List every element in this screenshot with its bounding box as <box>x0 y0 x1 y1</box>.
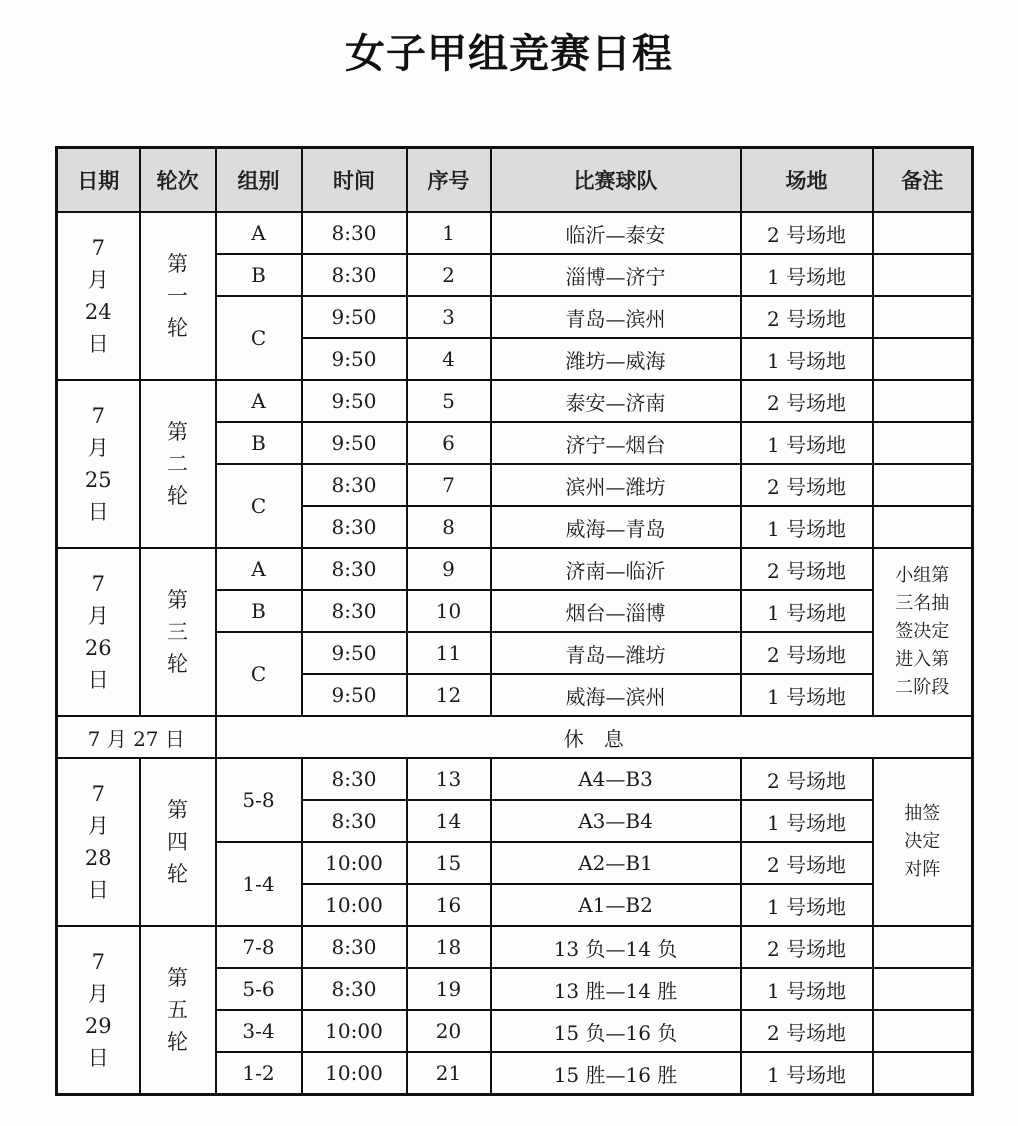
notes-cell-line: 进入第 <box>895 649 950 670</box>
teams-cell: A3—B4 <box>491 800 741 842</box>
date-cell-line: 28 <box>84 846 112 870</box>
teams-cell: 滨州—潍坊 <box>491 464 741 506</box>
group-cell: C <box>216 464 302 548</box>
match-number-cell: 1 <box>407 212 491 254</box>
time-cell: 9:50 <box>302 632 407 674</box>
match-number-cell: 13 <box>407 758 491 800</box>
round-cell-line: 轮 <box>167 484 188 508</box>
date-cell-line: 月 <box>87 436 109 460</box>
teams-cell: 济南—临沂 <box>491 548 741 590</box>
notes-cell <box>873 380 973 422</box>
date-cell-line: 日 <box>87 668 109 692</box>
time-cell: 8:30 <box>302 968 407 1010</box>
match-number-cell: 14 <box>407 800 491 842</box>
header-row <box>57 148 973 213</box>
date-cell-line: 日 <box>87 500 109 524</box>
group-cell: 7-8 <box>216 926 302 968</box>
group-cell: 5-8 <box>216 758 302 842</box>
time-cell: 9:50 <box>302 380 407 422</box>
schedule-body <box>57 212 973 1095</box>
venue-cell: 2 号场地 <box>741 380 873 422</box>
venue-cell: 1 号场地 <box>741 968 873 1010</box>
venue-cell: 1 号场地 <box>741 590 873 632</box>
group-cell: 5-6 <box>216 968 302 1010</box>
page-title: 女子甲组竞赛日程 <box>345 31 673 77</box>
header-time: 时间 <box>302 148 407 213</box>
notes-cell <box>873 926 973 968</box>
venue-cell: 2 号场地 <box>741 464 873 506</box>
match-number-cell: 8 <box>407 506 491 548</box>
teams-cell: 烟台—淄博 <box>491 590 741 632</box>
match-number-cell: 2 <box>407 254 491 296</box>
venue-cell: 1 号场地 <box>741 338 873 380</box>
header-number: 序号 <box>407 148 491 213</box>
round-cell <box>140 926 216 1095</box>
table-row <box>57 212 973 254</box>
match-number-cell: 5 <box>407 380 491 422</box>
notes-cell <box>873 212 973 254</box>
group-cell: 1-2 <box>216 1052 302 1095</box>
notes-cell-line: 决定 <box>904 831 941 852</box>
date-cell-line: 7 <box>91 950 105 974</box>
date-cell <box>57 926 140 1095</box>
date-cell <box>57 380 140 548</box>
round-cell-line: 第 <box>167 966 188 990</box>
teams-cell: 泰安—济南 <box>491 380 741 422</box>
teams-cell: 济宁—烟台 <box>491 422 741 464</box>
time-cell: 9:50 <box>302 422 407 464</box>
rest-date: 7 月 27 日 <box>57 716 216 758</box>
venue-cell: 2 号场地 <box>741 212 873 254</box>
group-cell: C <box>216 296 302 380</box>
group-cell: B <box>216 422 302 464</box>
date-cell-line: 日 <box>87 878 109 902</box>
match-number-cell: 7 <box>407 464 491 506</box>
time-cell: 8:30 <box>302 590 407 632</box>
round-cell-line: 五 <box>167 998 188 1022</box>
time-cell: 8:30 <box>302 800 407 842</box>
round-cell-line: 四 <box>167 830 188 854</box>
date-cell-line: 7 <box>91 782 105 806</box>
date-cell-line: 月 <box>87 814 109 838</box>
notes-cell-line: 三名抽 <box>895 593 950 614</box>
notes-cell <box>873 1052 973 1095</box>
teams-cell: A1—B2 <box>491 884 741 926</box>
teams-cell: A2—B1 <box>491 842 741 884</box>
round-cell <box>140 758 216 926</box>
date-cell-line: 7 <box>91 404 105 428</box>
group-cell: A <box>216 548 302 590</box>
time-cell: 8:30 <box>302 212 407 254</box>
date-cell <box>57 548 140 716</box>
time-cell: 9:50 <box>302 674 407 716</box>
time-cell: 8:30 <box>302 758 407 800</box>
round-cell-line: 轮 <box>167 862 188 886</box>
date-cell-line: 24 <box>84 300 112 324</box>
teams-cell: 淄博—济宁 <box>491 254 741 296</box>
match-number-cell: 18 <box>407 926 491 968</box>
teams-cell: 15 负—16 负 <box>491 1010 741 1052</box>
venue-cell: 2 号场地 <box>741 632 873 674</box>
venue-cell: 2 号场地 <box>741 296 873 338</box>
match-number-cell: 12 <box>407 674 491 716</box>
notes-cell-line: 签决定 <box>895 621 950 642</box>
group-cell: C <box>216 632 302 716</box>
teams-cell: 15 胜—16 胜 <box>491 1052 741 1095</box>
table-row <box>57 758 973 800</box>
venue-cell: 2 号场地 <box>741 842 873 884</box>
teams-cell: 青岛—潍坊 <box>491 632 741 674</box>
date-cell-line: 26 <box>84 636 112 660</box>
match-number-cell: 9 <box>407 548 491 590</box>
round-cell-line: 二 <box>167 452 188 476</box>
venue-cell: 1 号场地 <box>741 674 873 716</box>
header-group: 组别 <box>216 148 302 213</box>
date-cell-line: 25 <box>84 468 112 492</box>
venue-cell: 2 号场地 <box>741 926 873 968</box>
venue-cell: 1 号场地 <box>741 884 873 926</box>
round-cell-line: 第 <box>167 252 188 276</box>
match-number-cell: 10 <box>407 590 491 632</box>
round-cell <box>140 548 216 716</box>
date-cell-line: 7 <box>91 572 105 596</box>
round-cell-line: 第 <box>167 420 188 444</box>
notes-cell <box>873 464 973 506</box>
teams-cell: A4—B3 <box>491 758 741 800</box>
time-cell: 8:30 <box>302 464 407 506</box>
round-cell-line: 一 <box>167 284 188 308</box>
match-number-cell: 3 <box>407 296 491 338</box>
date-cell-line: 29 <box>84 1014 112 1038</box>
group-cell: B <box>216 590 302 632</box>
teams-cell: 威海—青岛 <box>491 506 741 548</box>
time-cell: 9:50 <box>302 296 407 338</box>
time-cell: 8:30 <box>302 506 407 548</box>
table-row <box>57 548 973 590</box>
teams-cell: 潍坊—威海 <box>491 338 741 380</box>
round-cell-line: 轮 <box>167 316 188 340</box>
match-number-cell: 20 <box>407 1010 491 1052</box>
group-cell: B <box>216 254 302 296</box>
time-cell: 10:00 <box>302 884 407 926</box>
notes-cell <box>873 1010 973 1052</box>
match-number-cell: 19 <box>407 968 491 1010</box>
table-row <box>57 926 973 968</box>
header-notes: 备注 <box>873 148 973 213</box>
venue-cell: 1 号场地 <box>741 254 873 296</box>
round-cell-line: 第 <box>167 588 188 612</box>
time-cell: 10:00 <box>302 1010 407 1052</box>
match-number-cell: 11 <box>407 632 491 674</box>
schedule-table <box>55 146 974 1096</box>
match-number-cell: 16 <box>407 884 491 926</box>
round-cell-line: 三 <box>167 620 188 644</box>
date-cell <box>57 758 140 926</box>
notes-cell <box>873 548 973 716</box>
notes-cell <box>873 338 973 380</box>
notes-cell <box>873 758 973 926</box>
venue-cell: 1 号场地 <box>741 422 873 464</box>
date-cell-line: 月 <box>87 604 109 628</box>
notes-cell-line: 小组第 <box>895 565 950 586</box>
header-venue: 场地 <box>741 148 873 213</box>
date-cell <box>57 212 140 380</box>
match-number-cell: 6 <box>407 422 491 464</box>
group-cell: 3-4 <box>216 1010 302 1052</box>
round-cell-line: 轮 <box>167 1030 188 1054</box>
time-cell: 8:30 <box>302 254 407 296</box>
venue-cell: 2 号场地 <box>741 1010 873 1052</box>
time-cell: 9:50 <box>302 338 407 380</box>
match-number-cell: 4 <box>407 338 491 380</box>
match-number-cell: 15 <box>407 842 491 884</box>
notes-cell <box>873 506 973 548</box>
header-date: 日期 <box>57 148 140 213</box>
notes-cell-line: 抽签 <box>904 803 941 824</box>
time-cell: 10:00 <box>302 1052 407 1095</box>
header-teams: 比赛球队 <box>491 148 741 213</box>
notes-cell-line: 二阶段 <box>895 677 950 698</box>
teams-cell: 临沂—泰安 <box>491 212 741 254</box>
date-cell-line: 日 <box>87 1046 109 1070</box>
teams-cell: 13 负—14 负 <box>491 926 741 968</box>
teams-cell: 青岛—滨州 <box>491 296 741 338</box>
venue-cell: 1 号场地 <box>741 1052 873 1095</box>
round-cell-line: 轮 <box>167 652 188 676</box>
notes-cell <box>873 422 973 464</box>
round-cell-line: 第 <box>167 798 188 822</box>
group-cell: A <box>216 212 302 254</box>
venue-cell: 2 号场地 <box>741 548 873 590</box>
round-cell <box>140 380 216 548</box>
rest-row <box>57 716 973 758</box>
date-cell-line: 月 <box>87 982 109 1006</box>
venue-cell: 2 号场地 <box>741 758 873 800</box>
teams-cell: 威海—滨州 <box>491 674 741 716</box>
table-row <box>57 380 973 422</box>
notes-cell <box>873 296 973 338</box>
time-cell: 8:30 <box>302 926 407 968</box>
rest-label: 休 息 <box>216 716 973 758</box>
date-cell-line: 日 <box>87 332 109 356</box>
group-cell: 1-4 <box>216 842 302 926</box>
group-cell: A <box>216 380 302 422</box>
date-cell-line: 7 <box>91 236 105 260</box>
venue-cell: 1 号场地 <box>741 800 873 842</box>
time-cell: 8:30 <box>302 548 407 590</box>
time-cell: 10:00 <box>302 842 407 884</box>
header-round: 轮次 <box>140 148 216 213</box>
notes-cell-line: 对阵 <box>904 859 941 880</box>
venue-cell: 1 号场地 <box>741 506 873 548</box>
date-cell-line: 月 <box>87 268 109 292</box>
teams-cell: 13 胜—14 胜 <box>491 968 741 1010</box>
notes-cell <box>873 254 973 296</box>
round-cell <box>140 212 216 380</box>
match-number-cell: 21 <box>407 1052 491 1095</box>
notes-cell <box>873 968 973 1010</box>
